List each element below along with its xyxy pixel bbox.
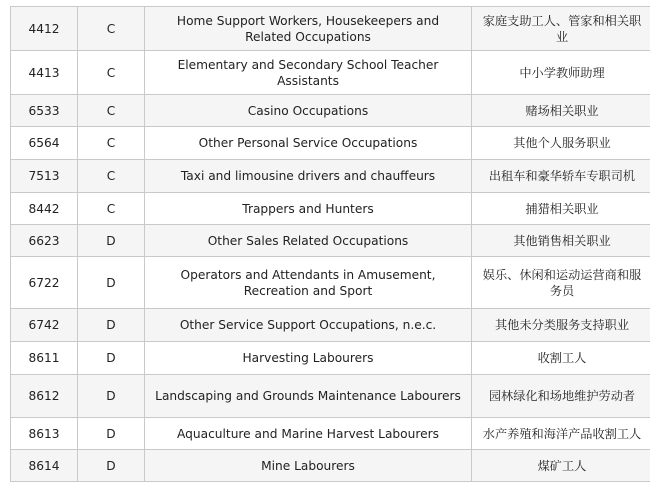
english-title-cell: Elementary and Secondary School Teacher Assistants	[145, 51, 472, 95]
chinese-title-cell: 其他未分类服务支持职业	[472, 309, 650, 342]
category-cell: D	[78, 418, 145, 450]
category-cell: D	[78, 309, 145, 342]
noc-code-cell: 6722	[11, 257, 78, 309]
table-row	[11, 51, 650, 95]
noc-code-cell: 4412	[11, 7, 78, 51]
table-row	[11, 375, 650, 418]
table-row	[11, 193, 650, 225]
category-cell: C	[78, 193, 145, 225]
noc-code-cell: 6623	[11, 225, 78, 257]
category-cell: D	[78, 375, 145, 418]
noc-code-cell: 6533	[11, 95, 78, 127]
category-cell: C	[78, 160, 145, 193]
category-cell: D	[78, 225, 145, 257]
chinese-title-cell: 娱乐、休闲和运动运营商和服务员	[472, 257, 650, 309]
table-row	[11, 257, 650, 309]
chinese-title-cell: 园林绿化和场地维护劳动者	[472, 375, 650, 418]
english-title-cell: Mine Labourers	[145, 450, 472, 482]
english-title-cell: Operators and Attendants in Amusement, Recreation and Sport	[145, 257, 472, 309]
chinese-title-cell: 其他个人服务职业	[472, 127, 650, 160]
english-title-cell: Casino Occupations	[145, 95, 472, 127]
category-cell: C	[78, 127, 145, 160]
table-row	[11, 225, 650, 257]
chinese-title-cell: 中小学教师助理	[472, 51, 650, 95]
english-title-cell: Home Support Workers, Housekeepers and Related Occupations	[145, 7, 472, 51]
chinese-title-cell: 收割工人	[472, 342, 650, 375]
table-row	[11, 160, 650, 193]
english-title-cell: Landscaping and Grounds Maintenance Labourers	[145, 375, 472, 418]
english-title-cell: Aquaculture and Marine Harvest Labourers	[145, 418, 472, 450]
noc-code-cell: 6742	[11, 309, 78, 342]
table-row	[11, 309, 650, 342]
noc-code-cell: 8614	[11, 450, 78, 482]
english-title-cell: Trappers and Hunters	[145, 193, 472, 225]
table-row	[11, 418, 650, 450]
noc-code-cell: 6564	[11, 127, 78, 160]
noc-code-cell: 8611	[11, 342, 78, 375]
occupation-table-body	[11, 7, 650, 482]
chinese-title-cell: 家庭支助工人、管家和相关职业	[472, 7, 650, 51]
chinese-title-cell: 捕猎相关职业	[472, 193, 650, 225]
noc-code-cell: 8613	[11, 418, 78, 450]
english-title-cell: Other Sales Related Occupations	[145, 225, 472, 257]
table-row	[11, 127, 650, 160]
table-row	[11, 95, 650, 127]
english-title-cell: Harvesting Labourers	[145, 342, 472, 375]
noc-code-cell: 4413	[11, 51, 78, 95]
occupation-table	[10, 6, 650, 482]
category-cell: D	[78, 257, 145, 309]
english-title-cell: Other Service Support Occupations, n.e.c.	[145, 309, 472, 342]
category-cell: D	[78, 450, 145, 482]
category-cell: D	[78, 342, 145, 375]
category-cell: C	[78, 51, 145, 95]
chinese-title-cell: 出租车和豪华轿车专职司机	[472, 160, 650, 193]
chinese-title-cell: 赌场相关职业	[472, 95, 650, 127]
category-cell: C	[78, 7, 145, 51]
category-cell: C	[78, 95, 145, 127]
table-row	[11, 342, 650, 375]
noc-code-cell: 8442	[11, 193, 78, 225]
chinese-title-cell: 其他销售相关职业	[472, 225, 650, 257]
chinese-title-cell: 煤矿工人	[472, 450, 650, 482]
noc-code-cell: 7513	[11, 160, 78, 193]
table-row	[11, 450, 650, 482]
chinese-title-cell: 水产养殖和海洋产品收割工人	[472, 418, 650, 450]
table-row	[11, 7, 650, 51]
english-title-cell: Other Personal Service Occupations	[145, 127, 472, 160]
english-title-cell: Taxi and limousine drivers and chauffeurs	[145, 160, 472, 193]
noc-code-cell: 8612	[11, 375, 78, 418]
